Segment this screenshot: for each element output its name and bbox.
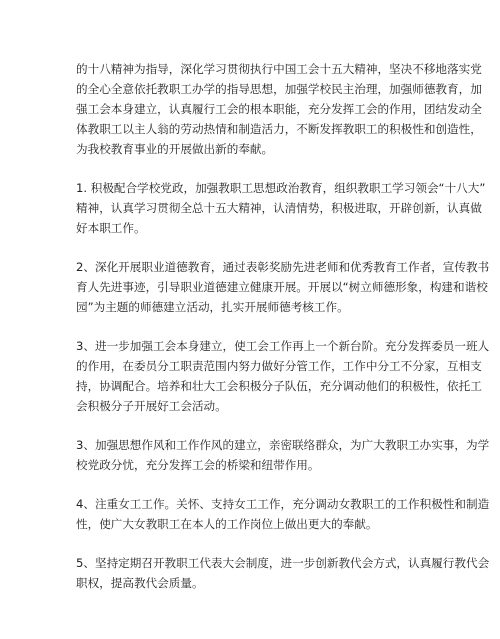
paragraph-item-1 bbox=[76, 178, 486, 238]
text-line: 的全心全意依托教职工办学的指导思想，加强学校民主治理，加强师德教育，加 bbox=[76, 82, 482, 96]
text-line: 性，使广大女教职工在本人的工作岗位上做出更大的奉献。 bbox=[76, 517, 378, 531]
text-line: 园”为主题的师德建立活动，扎实开展师德考核工作。 bbox=[76, 300, 349, 314]
paragraph-gap bbox=[76, 238, 426, 257]
paragraph-gap bbox=[76, 159, 426, 178]
paragraph-item-5 bbox=[76, 553, 490, 593]
paragraph-gap bbox=[76, 416, 426, 435]
text-line: 4、注重女工工作。关怀、支持女工工作，充分调动女教职工的工作积极性和制造 bbox=[76, 497, 490, 511]
text-line: 育人先进事迹，引导职业道德建立健康开展。开展以“树立师德形象，构建和谐校 bbox=[76, 280, 488, 294]
text-line: 5、坚持定期召开教职工代表大会制度，进一步创新教代会方式，认真履行教代会 bbox=[76, 556, 490, 570]
text-line: 1. 积极配合学校党政，加强教职工思想政治教育，组织教职工学习领会“十八大” bbox=[76, 181, 486, 195]
text-line: 精神，认真学习贯彻全总十五大精神，认清情势，积极进取，开辟创新，认真做 bbox=[76, 201, 482, 215]
paragraph-item-4 bbox=[76, 494, 490, 534]
text-line: 3、加强思想作风和工作作风的建立，亲密联络群众，为广大教职工办实事，为学 bbox=[76, 438, 490, 452]
paragraph-intro bbox=[76, 59, 482, 159]
text-line: 校党政分忧，充分发挥工会的桥梁和纽带作用。 bbox=[76, 458, 320, 472]
text-line: 为我校教育事业的开展做出新的奉献。 bbox=[76, 142, 274, 156]
text-line: 的十八精神为指导，深化学习贯彻执行中国工会十五大精神，坚决不移地落实党 bbox=[76, 62, 482, 76]
paragraph-gap bbox=[76, 475, 426, 494]
text-line: 持，协调配合。培养和壮大工会积极分子队伍，充分调动他们的积极性，依托工 bbox=[76, 379, 482, 393]
paragraph-item-3 bbox=[76, 336, 490, 416]
text-line: 会积极分子开展好工会活动。 bbox=[76, 399, 227, 413]
paragraph-item-2 bbox=[76, 257, 490, 317]
text-line: 的作用，在委员分工职责范围内努力做好分管工作，工作中分工不分家，互相支 bbox=[76, 359, 482, 373]
paragraph-gap bbox=[76, 317, 426, 336]
text-line: 体教职工以主人翁的劳动热情和制造活力，不断发挥教职工的积极性和创造性， bbox=[76, 122, 482, 136]
text-line: 3、进一步加强工会本身建立，使工会工作再上一个新台阶。充分发挥委员一班人 bbox=[76, 339, 490, 353]
document-body bbox=[76, 59, 490, 593]
text-line: 好本职工作。 bbox=[76, 221, 146, 235]
text-line: 2、深化开展职业道德教育，通过表彰奖励先进老师和优秀教育工作者，宣传教书 bbox=[76, 260, 490, 274]
text-line: 职权，提高教代会质量。 bbox=[76, 576, 204, 590]
text-line: 强工会本身建立，认真履行工会的根本职能，充分发挥工会的作用，团结发动全 bbox=[76, 102, 482, 116]
paragraph-gap bbox=[76, 534, 426, 553]
paragraph-item-3b bbox=[76, 435, 490, 475]
